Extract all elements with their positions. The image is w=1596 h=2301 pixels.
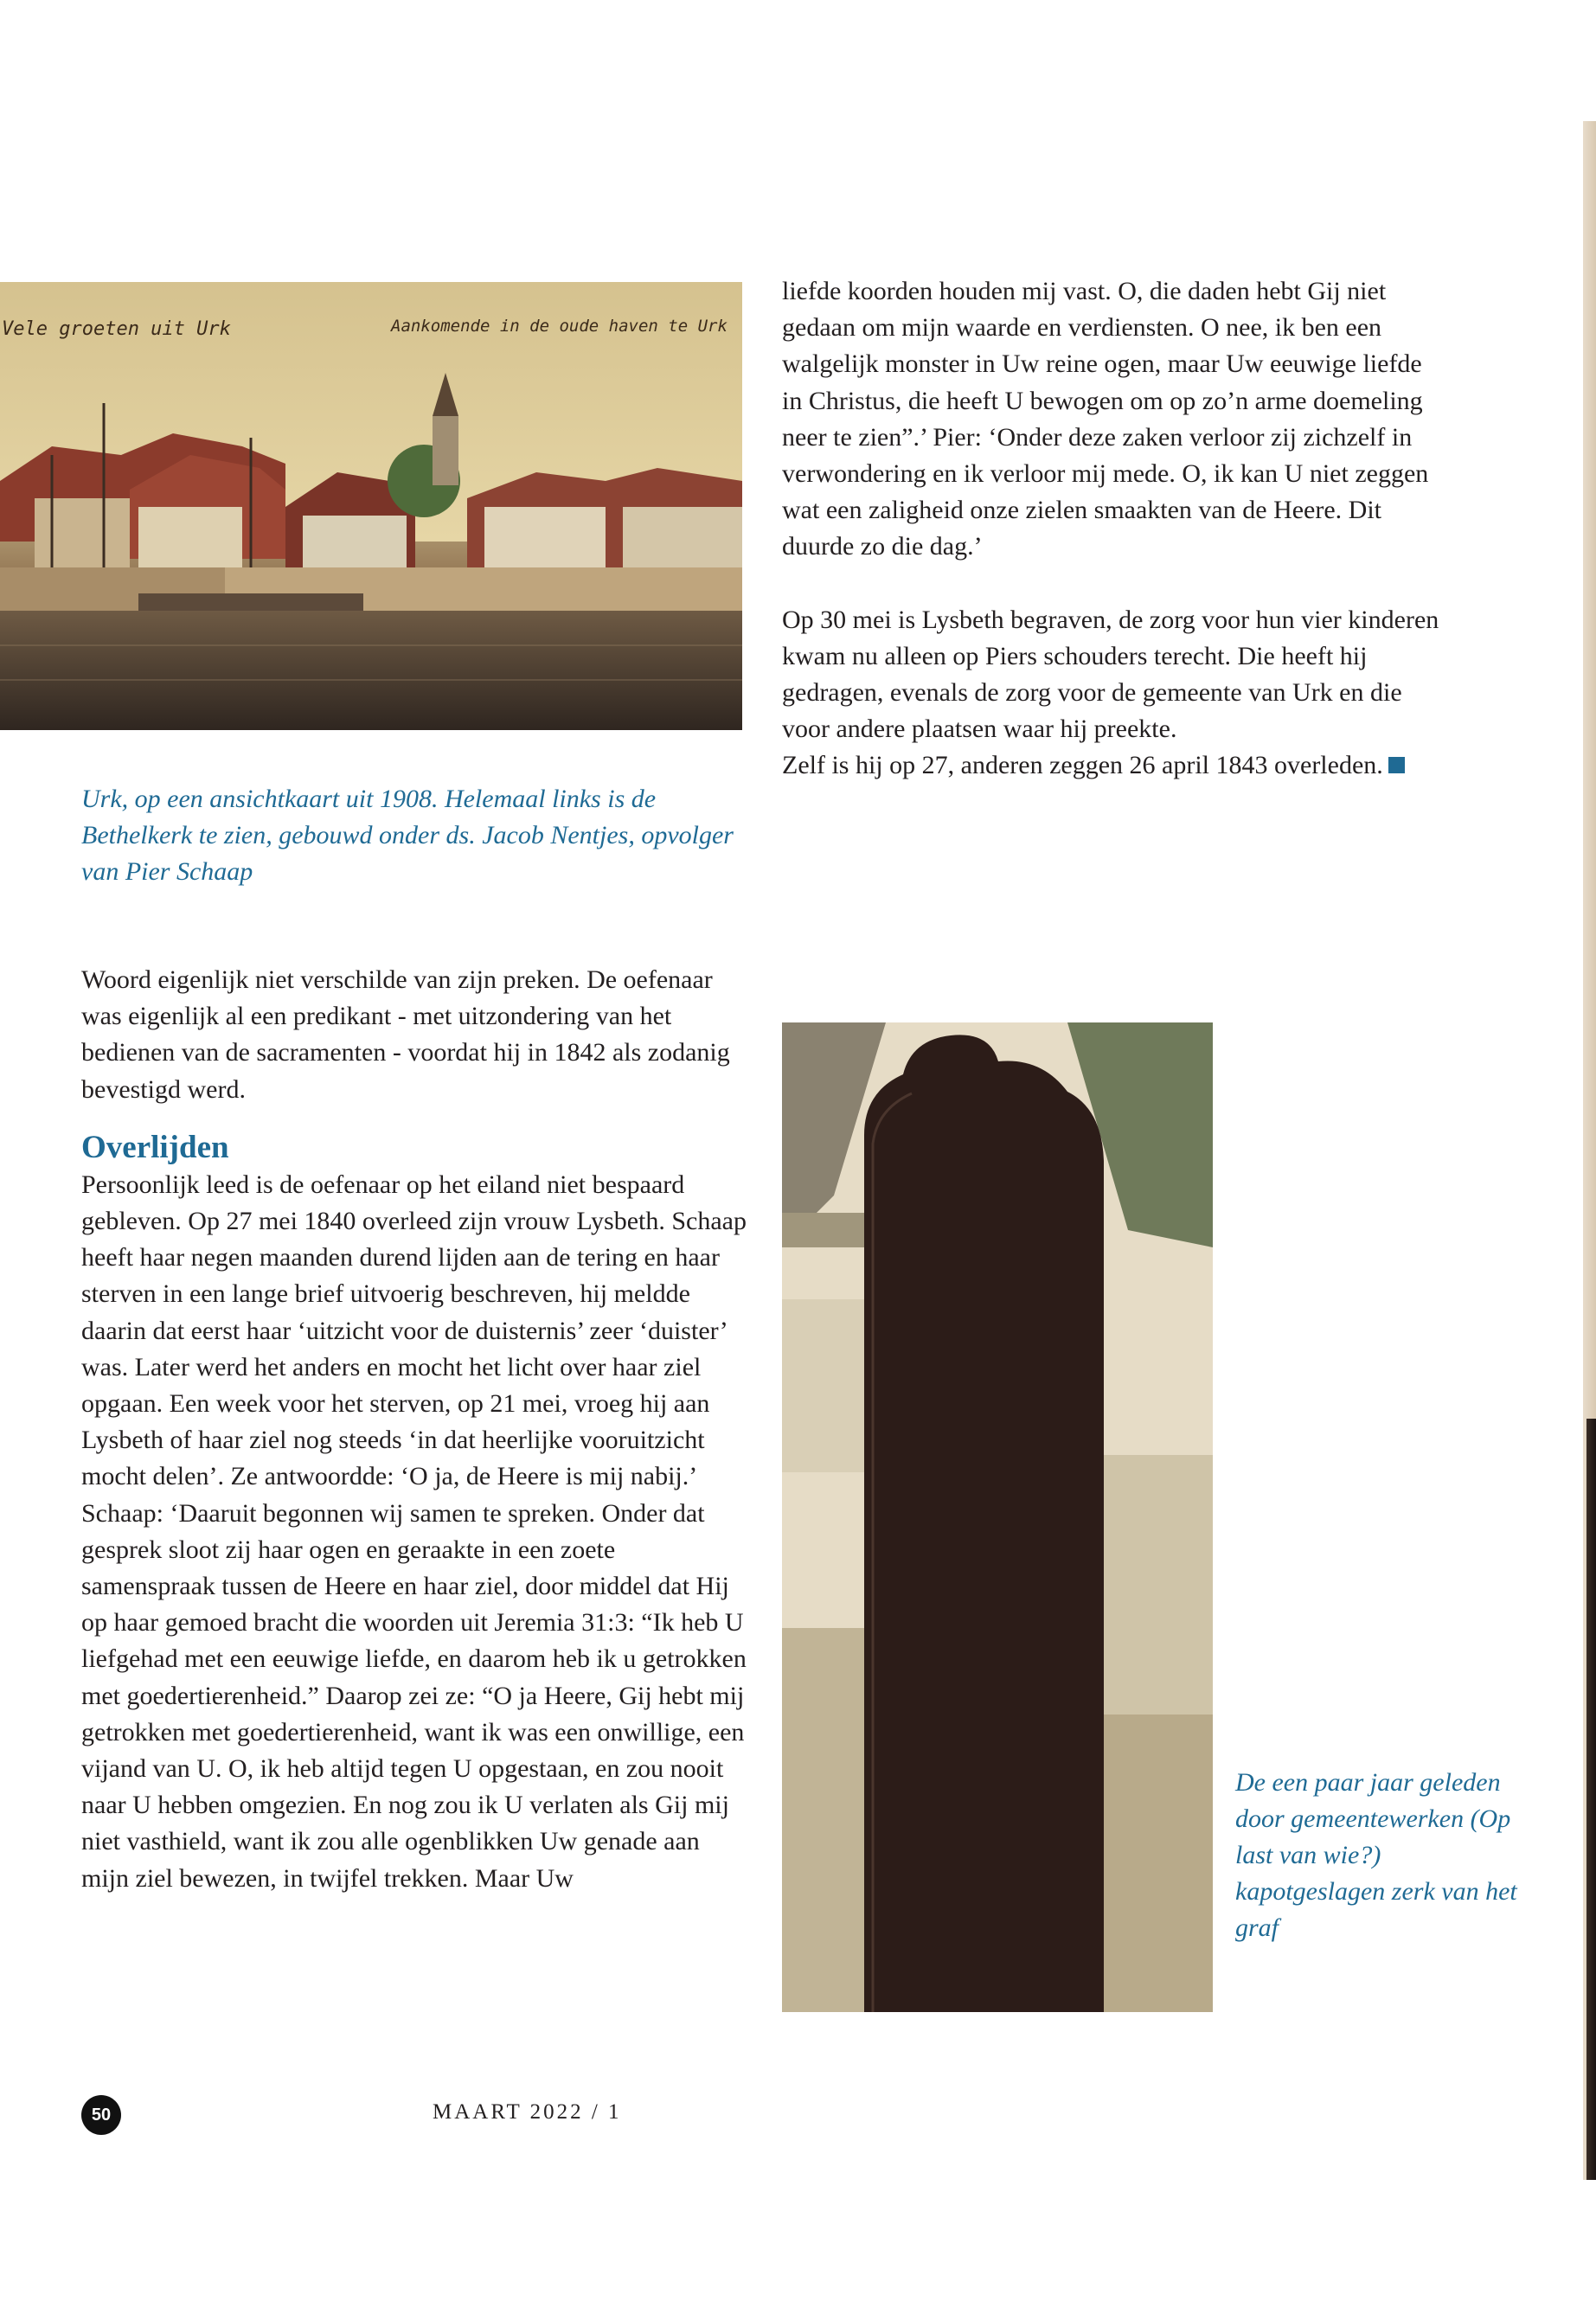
right-paragraph-3-text: Zelf is hij op 27, anderen zeggen 26 april 1843 overleden. [782,751,1383,780]
gravestone-illustration [782,1022,1213,2012]
right-paragraph-2: Op 30 mei is Lysbeth begraven, de zorg voor hun vier kinderen kwam nu alleen op Piers schouders terecht. Die heeft hij gedragen, evenals de zorg voor de gemeente van Urk en die voor andere plaatsen waar hij preekte. [782,605,1439,744]
postcard-subtitle: Aankomende in de oude haven te Urk [391,317,727,336]
postcard-greeting: Vele groeten uit Urk [2,318,231,340]
gravestone-caption: De een paar jaar geleden door gemeentewerken (Op last van wie?) kapotgeslagen zerk van het graf [1235,1768,1517,1942]
page-number: 50 [81,2095,121,2135]
postcard-image [0,282,742,730]
left-column [81,962,747,1897]
page-edge-shadow [1586,1419,1596,2180]
right-paragraph-1: liefde koorden houden mij vast. O, die daden hebt Gij niet gedaan om mijn waarde en verdiensten. O nee, ik ben een walgelijk monster in Uw reine ogen, maar Uw eeuwige liefde in Christus, die heeft U bewogen om op zo’n arme doemeling neer te zien”.’ Pier: ‘Onder deze zaken verloor zij zichzelf in verwondering en ik verloor mij mede. O, ik kan U niet zeggen wat een zaligheid onze zielen smaakten van de Heere. Dit duurde zo die dag.’ [782,277,1429,561]
left-intro: Woord eigenlijk niet verschilde van zijn preken. De oefenaar was eigenlijk al een predikant - met uitzondering van het bedienen van de sacramenten - voordat hij in 1842 als zodanig bevestigd werd. [81,965,730,1104]
gravestone-photo [782,1022,1213,2012]
end-mark-icon [1388,757,1405,773]
left-body: Persoonlijk leed is de oefenaar op het eiland niet bespaard gebleven. Op 27 mei 1840 overleed zijn vrouw Lysbeth. Schaap heeft haar negen maanden durend lijden aan de tering en haar sterven in een lange brief uitvoerig beschreven, hij meldde daarin dat eerst haar ‘uitzicht voor de duisternis’ zeer ‘duister’ was. Later werd het anders en mocht het licht over haar ziel opgaan. Een week voor het sterven, op 21 mei, vroeg hij aan Lysbeth of haar ziel nog steeds ‘in dat heerlijke vooruitzicht mocht delen’. Ze antwoordde: ‘O ja, de Heere is mij nabij.’ Schaap: ‘Daaruit begonnen wij samen te spreken. Onder dat gesprek sloot zij haar ogen en geraakte in een zoete samenspraak tussen de Heere en haar ziel, door middel dat Hij op haar gemoed bracht die woorden uit Jeremia 31:3: “Ik heb U liefgehad met een eeuwige liefde, en daarom heb ik u getrokken met goedertierenheid.” Daarop zei ze: “O ja Heere, Gij hebt mij getrokken met goedertierenheid, want ik was een onwillige, een vijand van U. O, ik heb altijd tegen U opgestaan, en zou nooit naar U hebben omgezien. En nog zou ik U verlaten als Gij mij niet vasthield, want ik zou alle ogenblikken Uw genade aan mijn ziel bewezen, in twijfel trekken. Maar Uw [81,1170,747,1893]
postcard-caption: Urk, op een ansichtkaart uit 1908. Helemaal links is de Bethelkerk te zien, gebouwd onder ds. Jacob Nentjes, opvolger van Pier Schaap [81,785,734,886]
postcard-illustration [0,282,742,730]
paragraph-gap [782,566,1448,602]
right-paragraph-3 [782,747,1448,784]
right-column [782,273,1448,785]
section-heading: Overlijden [81,1129,229,1165]
issue-label: MAART 2022 / 1 [433,2100,622,2124]
